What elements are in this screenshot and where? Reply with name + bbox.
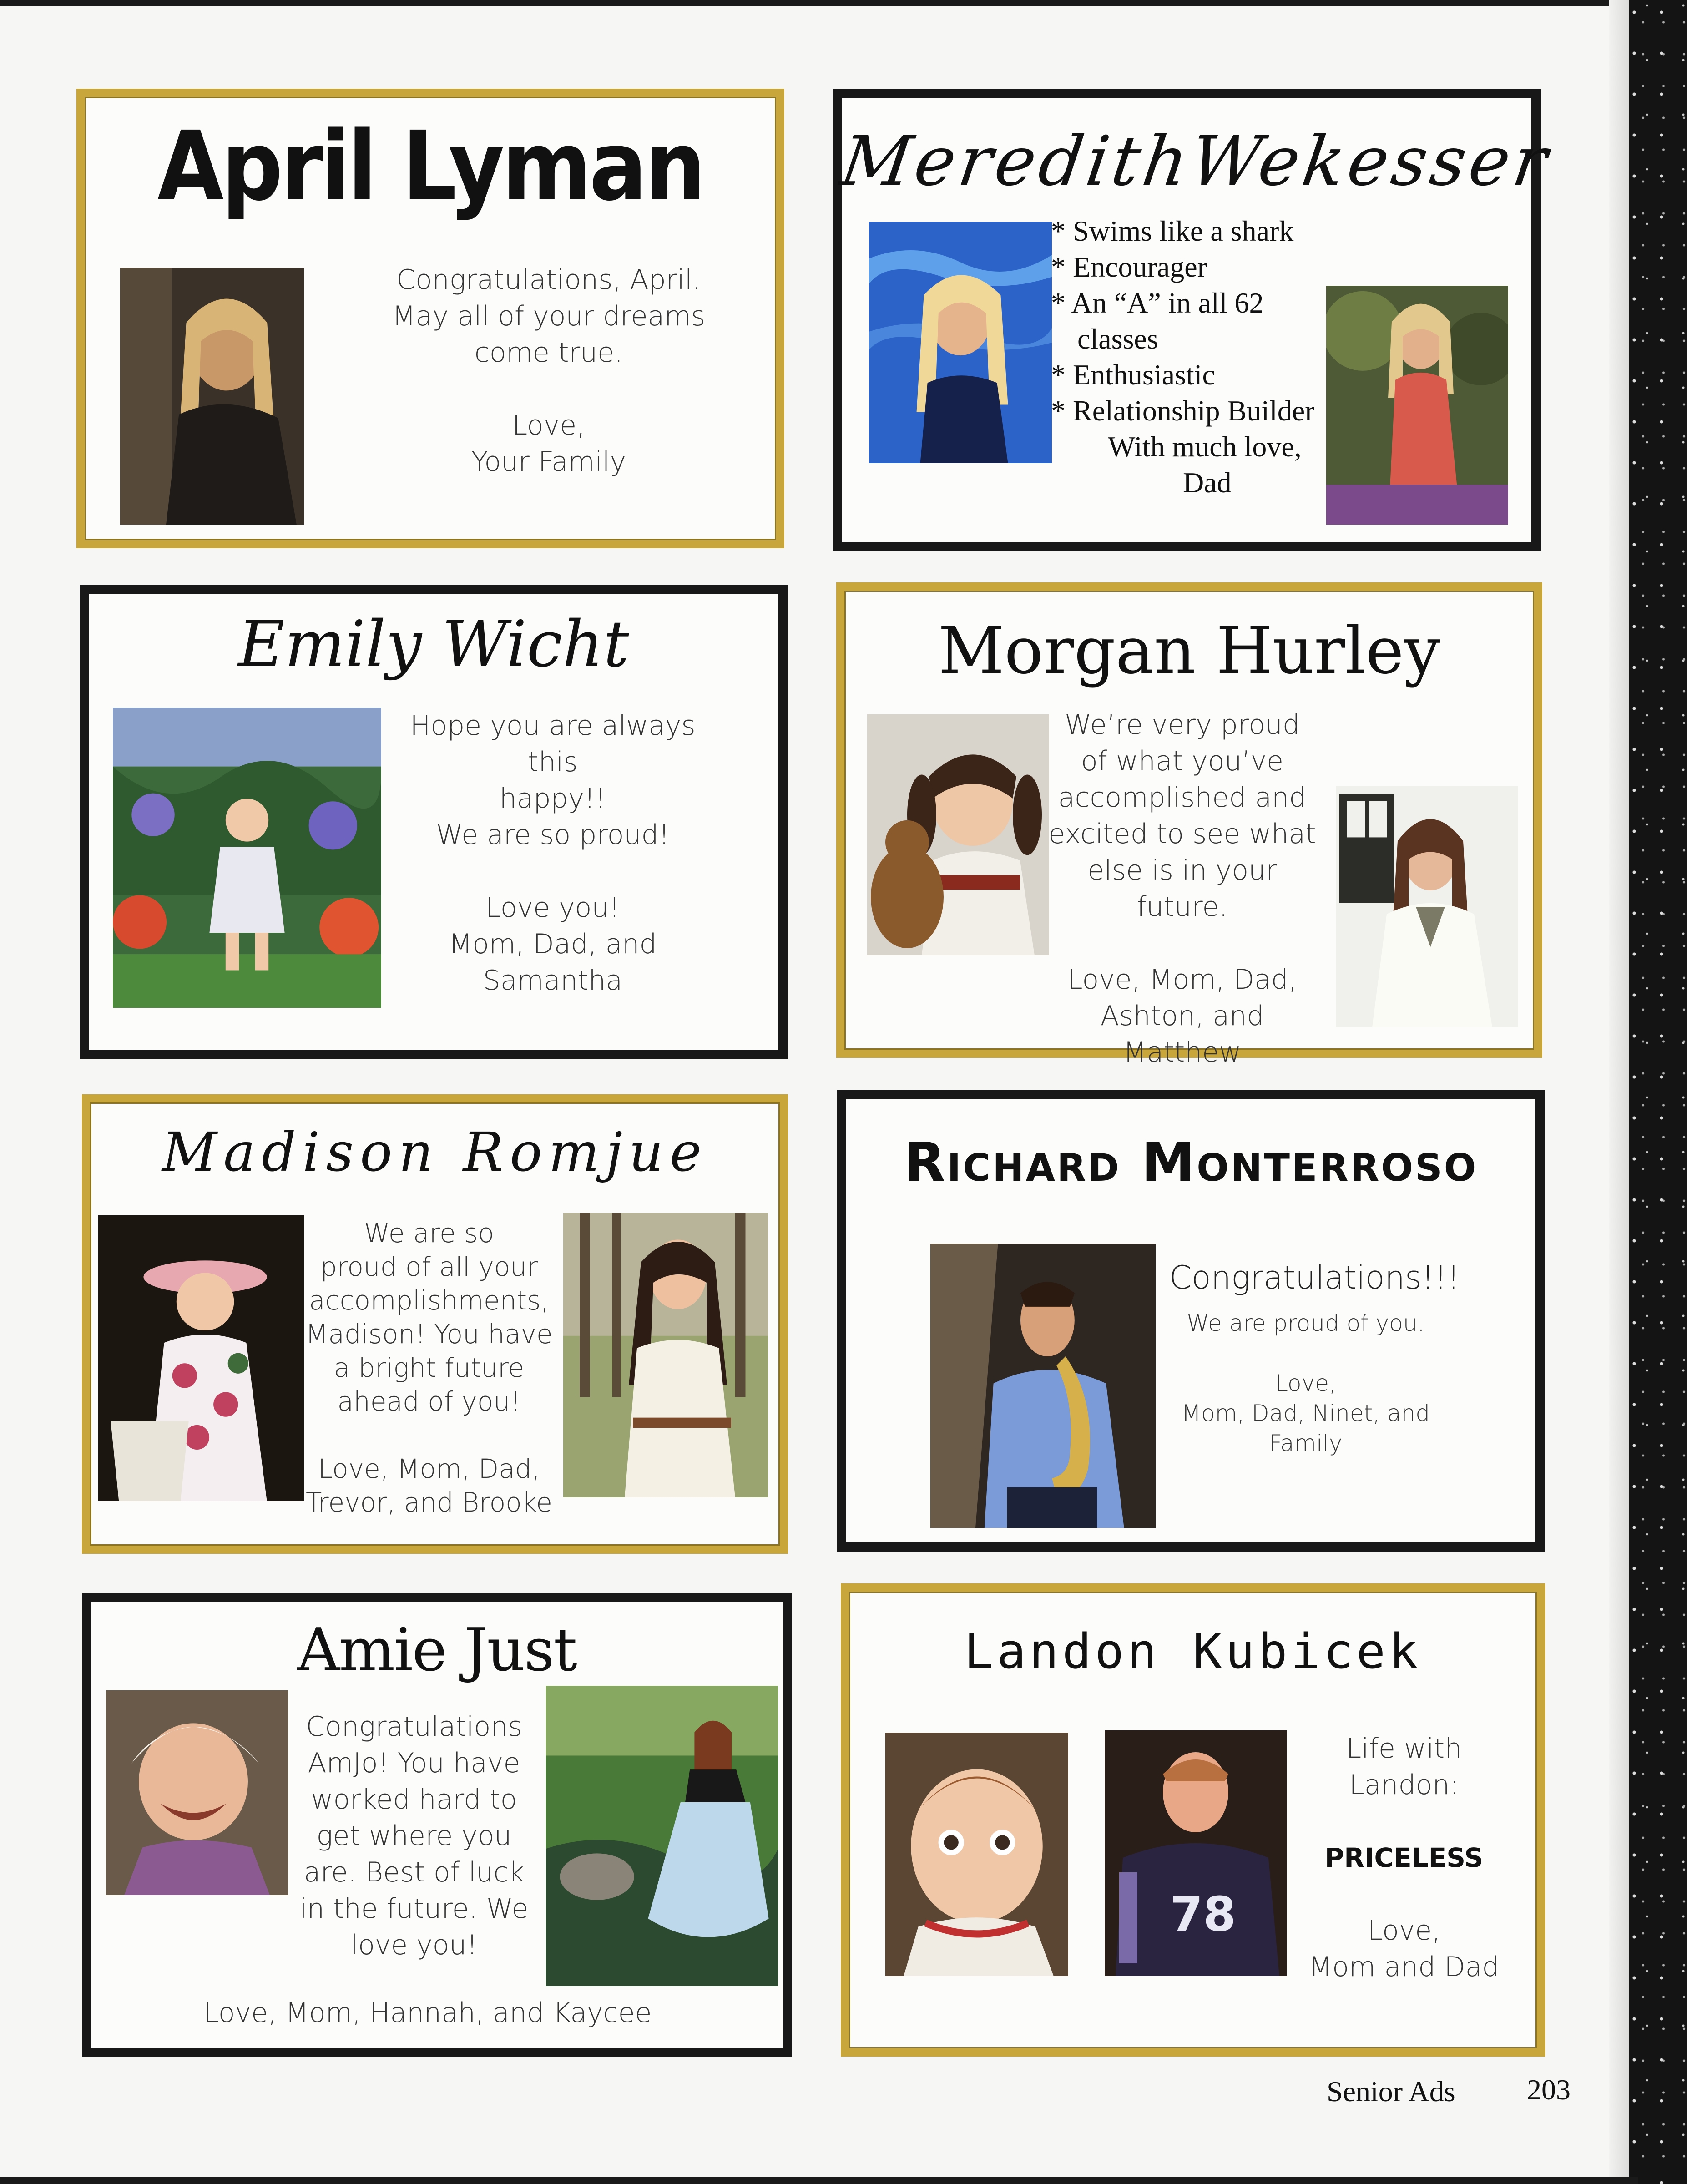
message-line (380, 371, 717, 407)
priceless-label: PRICELESS (1324, 1842, 1484, 1873)
message-line: We are so proud! (436, 819, 670, 851)
message-line: classes (1077, 323, 1158, 355)
book-spine (1629, 0, 1687, 2184)
message-line: a bright future (333, 1352, 525, 1383)
message-line: We are so (364, 1218, 494, 1249)
message-line: * Swims like a shark (1051, 215, 1294, 247)
message-line: Family (1269, 1430, 1343, 1456)
message-line: else is in your future. (1087, 854, 1277, 923)
swimming-photo (869, 222, 1052, 463)
message-line (1288, 1876, 1520, 1912)
message-line: Trevor, and Brooke (306, 1487, 552, 1518)
message-line: Mom and Dad (1308, 1951, 1500, 1983)
ad-madison-romjue (82, 1094, 788, 1554)
message-line: Love, (512, 410, 586, 441)
ad-name: Morgan Hurley (938, 613, 1440, 688)
page-top-edge (0, 0, 1638, 6)
message-line: excited to see what (1048, 818, 1316, 850)
page-bottom-edge (0, 2177, 1638, 2184)
message-signature: Love, Mom, Hannah, and Kaycee (203, 1997, 652, 2029)
message-line: Life with Landon: (1346, 1733, 1462, 1801)
page-number: 203 (1527, 2073, 1571, 2106)
ad-name: MeredithWekesser (836, 122, 1556, 201)
saxophone-portrait-photo (930, 1244, 1156, 1528)
message-line: * Enthusiastic (1051, 359, 1215, 391)
message-line: Matthew (1123, 1036, 1242, 1068)
message-line: Your Family (471, 446, 626, 478)
page-gutter (1609, 0, 1629, 2184)
message-line: are. Best of luck (303, 1856, 525, 1888)
message-line (384, 853, 721, 890)
ad-name: April Lyman (157, 111, 704, 222)
svg-text:78: 78 (1170, 1886, 1236, 1942)
ad-meredith-wekesser (833, 89, 1556, 551)
message-line: We are proud of you. (1187, 1310, 1425, 1336)
section-footer-label: Senior Ads (1327, 2075, 1455, 2108)
ad-landon-kubicek (841, 1583, 1545, 2057)
message-line: Love you! (485, 892, 620, 924)
message-line: * Relationship Builder (1051, 394, 1315, 427)
message-line: Ashton, and (1100, 1000, 1264, 1032)
message-line: Congratulations, April. (396, 264, 701, 296)
message-line: Mom, Dad, and (449, 928, 657, 960)
message-line: Love, Mom, Dad, (1067, 964, 1297, 996)
congrats-heading: Congratulations!!! (1169, 1259, 1460, 1296)
childhood-photo (867, 714, 1049, 956)
message-line: ahead of you! (337, 1386, 521, 1417)
message-line: May all of your dreams (392, 300, 705, 332)
ad-name: Richard Monterroso (904, 1131, 1478, 1193)
message-line: Madison! You have (305, 1319, 553, 1350)
senior-portrait-photo (563, 1213, 768, 1497)
message-line: worked hard to (311, 1784, 517, 1815)
ad-name: Amie Just (297, 1615, 576, 1684)
message-line: Love, (1275, 1370, 1336, 1396)
message-line: happy!! (499, 783, 606, 814)
message-line: get where you (316, 1820, 512, 1852)
ad-name: Landon Kubicek (964, 1623, 1422, 1679)
message-line (302, 1418, 556, 1452)
message-line: With much love, (1108, 430, 1302, 463)
message-line: Samantha (483, 965, 623, 996)
football-photo (1105, 1730, 1287, 1976)
message-line: of what you’ve (1081, 745, 1284, 777)
ad-emily-wicht (80, 585, 788, 1059)
message-line: love you! (350, 1929, 478, 1961)
message-line: proud of all your (320, 1251, 538, 1282)
message-line: AmJo! You have (308, 1747, 520, 1779)
message-line: come true. (474, 337, 623, 369)
garden-portrait-photo (1326, 286, 1508, 525)
senior-portrait-photo (1336, 786, 1518, 1027)
message-line: * Encourager (1051, 251, 1207, 283)
ad-name: Emily Wicht (238, 607, 629, 682)
message-line: Dad (1183, 466, 1232, 499)
senior-portrait-photo (546, 1686, 778, 1986)
message-line (1165, 1338, 1447, 1368)
childhood-photo (113, 708, 381, 1008)
ad-amie-just (82, 1592, 792, 2057)
message-line: We’re very proud (1064, 709, 1300, 741)
baby-photo (106, 1690, 288, 1895)
message-line: Love, Mom, Dad, (318, 1453, 540, 1484)
portrait-photo (120, 268, 304, 525)
message-line: Hope you are always this (410, 710, 696, 778)
ad-morgan-hurley (836, 582, 1542, 1068)
childhood-photo (98, 1215, 304, 1501)
message-line: Mom, Dad, Ninet, and (1181, 1400, 1430, 1426)
ad-richard-monterroso (837, 1090, 1545, 1552)
message-line: in the future. We (299, 1893, 529, 1925)
ad-name: Madison Romjue (162, 1121, 708, 1183)
message-line: Congratulations (306, 1711, 522, 1743)
ad-april-lyman (76, 89, 784, 548)
message-line: accomplished and (1058, 782, 1307, 814)
baby-photo (885, 1733, 1068, 1976)
message-line: accomplishments, (309, 1285, 549, 1316)
message-line: Love, (1367, 1915, 1441, 1946)
message-line (1042, 925, 1322, 961)
message-line: * An “A” in all 62 (1051, 287, 1264, 319)
message-line (1288, 1803, 1520, 1840)
